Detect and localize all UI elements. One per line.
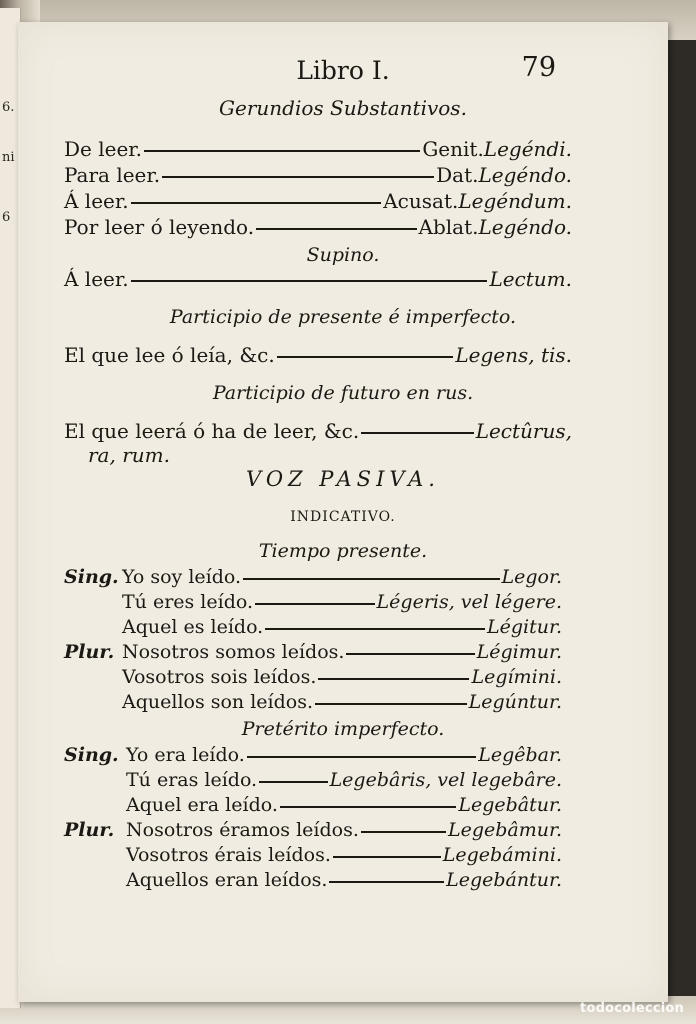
- section-heading-supino: Supino.: [306, 244, 380, 266]
- spanish-form: El que leerá ó ha de leer, &c.: [64, 419, 360, 443]
- conjugation-row: [64, 844, 562, 866]
- conjugation-row: [64, 566, 562, 588]
- section-heading-participio-presente: Participio de presente é imperfecto.: [169, 306, 517, 328]
- leader-line: [280, 806, 456, 808]
- leader-line: [361, 831, 446, 833]
- conjugation-row: [64, 691, 562, 713]
- leader-line: [247, 756, 476, 758]
- spanish-form: Aquellos eran leídos.: [126, 869, 328, 891]
- gerund-row: [64, 163, 572, 187]
- conjugation-row: [64, 744, 562, 766]
- book-page: [18, 22, 668, 1002]
- leader-line: [329, 881, 444, 883]
- spanish-form: Tú eres leído.: [122, 591, 254, 613]
- gerund-row: [64, 215, 572, 239]
- latin-form: Legebámini.: [442, 844, 562, 866]
- spanish-form: Por leer ó leyendo.: [64, 215, 255, 239]
- section-heading-participio-futuro: Participio de futuro en rus.: [212, 382, 474, 404]
- spanish-form: Yo soy leído.: [122, 566, 242, 588]
- latin-form: Legebâtur.: [458, 794, 562, 816]
- conjugation-row: [64, 666, 562, 688]
- latin-form: Legéndo.: [478, 215, 572, 239]
- participle-row: [64, 343, 572, 367]
- leader-line: [162, 176, 434, 178]
- latin-form: Legebâmur.: [447, 819, 562, 841]
- case-label: Ablat.: [418, 215, 479, 239]
- leader-line: [256, 228, 416, 230]
- gerund-row: [64, 189, 572, 213]
- section-heading-gerundios: Gerundios Substantivos.: [219, 96, 467, 120]
- spanish-form: Aquel es leído.: [122, 616, 264, 638]
- number-tag: Sing.: [64, 566, 119, 588]
- leader-line: [318, 678, 469, 680]
- latin-form: Legéndum.: [458, 189, 572, 213]
- conjugation-row: [64, 641, 562, 663]
- spanish-form: Yo era leído.: [126, 744, 245, 766]
- leader-line: [346, 653, 474, 655]
- latin-form: Legebâris, vel legebâre.: [329, 769, 562, 791]
- case-label: Genit.: [422, 137, 484, 161]
- latin-form: Legéndi.: [483, 137, 572, 161]
- leader-line: [265, 628, 485, 630]
- leader-line: [315, 703, 467, 705]
- mood-heading: INDICATIVO.: [290, 509, 396, 525]
- case-label: Dat.: [436, 163, 479, 187]
- spanish-form: Á leer.: [64, 189, 129, 213]
- tense-heading-presente: Tiempo presente.: [258, 540, 428, 562]
- spanish-form: El que lee ó leía, &c.: [64, 343, 275, 367]
- spanish-form: De leer.: [64, 137, 143, 161]
- latin-form-continuation: ra, rum.: [88, 443, 170, 467]
- participle-row: [64, 419, 572, 443]
- latin-form: Lectum.: [489, 267, 572, 291]
- leader-line: [131, 280, 488, 282]
- left-page-edge-text: 6.: [2, 100, 15, 115]
- spanish-form: Aquellos son leídos.: [122, 691, 314, 713]
- left-page-edge-text: 6: [2, 210, 11, 225]
- gerund-row: [64, 137, 572, 161]
- spanish-form: Vosotros sois leídos.: [122, 666, 317, 688]
- latin-form: Legéndo.: [478, 163, 572, 187]
- leader-line: [277, 356, 454, 358]
- section-heading-voz-pasiva: VOZ PASIVA.: [246, 467, 440, 491]
- spanish-form: Nosotros éramos leídos.: [126, 819, 359, 841]
- latin-form: Legêbar.: [478, 744, 562, 766]
- conjugation-row: [64, 769, 562, 791]
- latin-form: Legímini.: [471, 666, 562, 688]
- latin-form: Legebántur.: [446, 869, 562, 891]
- conjugation-row: [64, 591, 562, 613]
- spanish-form: Aquel era leído.: [126, 794, 278, 816]
- latin-form: Légeris, vel légere.: [376, 591, 562, 613]
- leader-line: [333, 856, 441, 858]
- watermark-logo: todocoleccion: [580, 1001, 684, 1016]
- conjugation-row: [64, 819, 562, 841]
- latin-form: Légimur.: [476, 641, 562, 663]
- page-number: 79: [521, 52, 556, 83]
- case-label: Acusat.: [383, 189, 459, 213]
- spanish-form: Á leer.: [64, 267, 129, 291]
- latin-form: Légitur.: [486, 616, 562, 638]
- leader-line: [255, 603, 375, 605]
- latin-form: Lectûrus,: [475, 419, 572, 443]
- leader-line: [243, 578, 499, 580]
- number-tag: Sing.: [64, 744, 119, 766]
- leader-line: [144, 150, 420, 152]
- conjugation-row: [64, 794, 562, 816]
- tense-heading-imperfecto: Pretérito imperfecto.: [241, 718, 445, 740]
- supine-row: [64, 267, 572, 291]
- leader-line: [259, 781, 327, 783]
- spanish-form: Nosotros somos leídos.: [122, 641, 345, 663]
- left-page-edge-text: ni: [2, 150, 15, 165]
- conjugation-row: [64, 616, 562, 638]
- running-title: Libro I.: [296, 56, 390, 85]
- number-tag: Plur.: [64, 641, 115, 663]
- spanish-form: Para leer.: [64, 163, 161, 187]
- leader-line: [361, 432, 473, 434]
- latin-form: Legúntur.: [468, 691, 562, 713]
- latin-form: Legor.: [501, 566, 562, 588]
- conjugation-row: [64, 869, 562, 891]
- spanish-form: Tú eras leído.: [126, 769, 258, 791]
- leader-line: [131, 202, 382, 204]
- spanish-form: Vosotros érais leídos.: [126, 844, 331, 866]
- latin-form: Legens, tis.: [455, 343, 572, 367]
- number-tag: Plur.: [64, 819, 115, 841]
